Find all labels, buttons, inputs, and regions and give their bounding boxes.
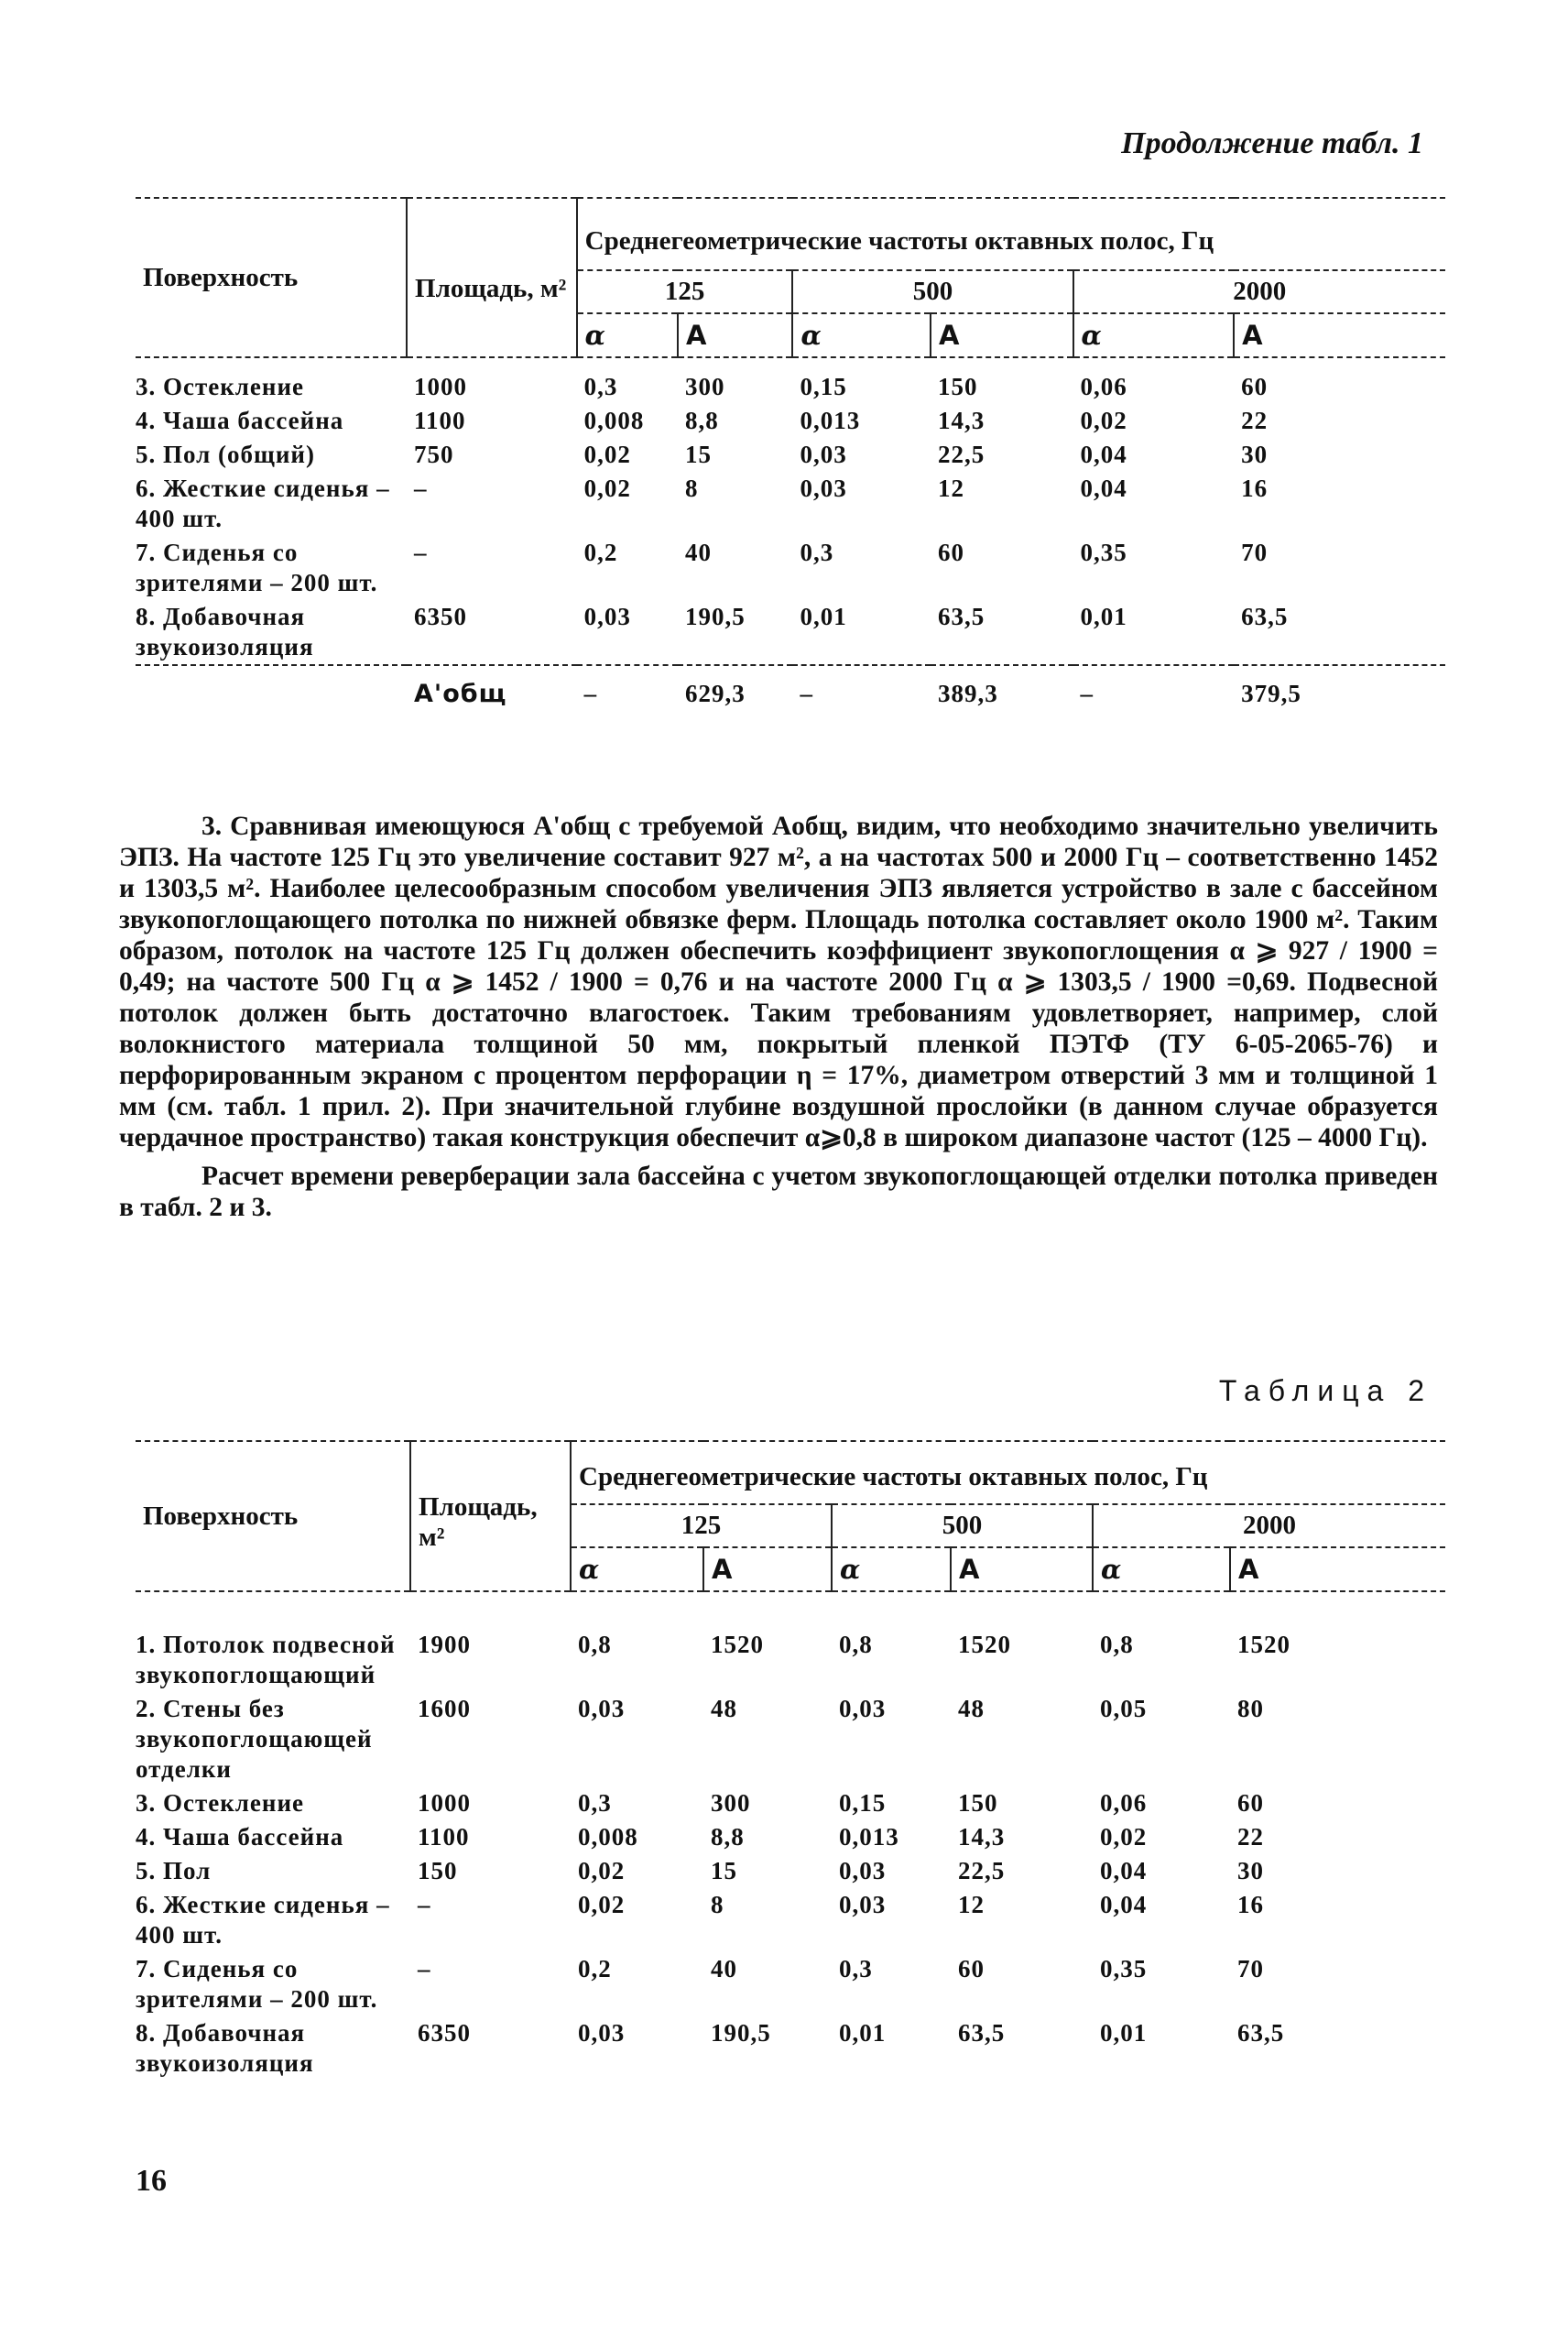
table-2-caption: Таблица 2	[1218, 1374, 1432, 1407]
table-row: 6. Жесткие сиденья – 400 шт. – 0,02 8 0,03 12 0,04 16	[136, 1891, 1264, 1949]
table-1	[136, 197, 1445, 715]
paragraph: Расчет времени реверберации зала бассейна с учетом звукопоглощающей отделки потолка приведен в табл. 2 и 3.	[119, 1162, 1438, 1222]
body-text	[119, 811, 1438, 1223]
header-area: Площадь, м²	[410, 1441, 571, 1591]
table-2	[136, 1440, 1445, 2080]
table-row: 8. Добавочная звукоизоляция 6350 0,03 190,5 0,01 63,5 0,01 63,5	[136, 600, 1445, 665]
table-row: 4. Чаша бассейна 1100 0,008 8,8 0,013 14,3 0,02 22	[136, 1823, 1264, 1851]
continuation-caption: Продолжение табл. 1	[1121, 126, 1423, 160]
header-freq-500: 500	[792, 270, 1073, 313]
header-alpha: α	[1093, 1547, 1230, 1591]
header-freq-125: 125	[577, 270, 793, 313]
table-row: 6. Жесткие сиденья – 400 шт. – 0,02 8 0,03 12 0,04 16	[136, 475, 1269, 532]
page-number: 16	[136, 2164, 167, 2198]
table-row: 3. Остекление 1000 0,3 300 0,15 150 0,06 60	[136, 1789, 1264, 1817]
header-alpha: α	[832, 1547, 951, 1591]
header-freq-2000: 2000	[1093, 1504, 1445, 1547]
header-freq-2000: 2000	[1073, 270, 1445, 313]
header-alpha: α	[792, 313, 931, 357]
header-A: A	[703, 1547, 832, 1591]
table-row: 3. Остекление 1000 0,3 300 0,15 150 0,06 60	[136, 373, 1269, 400]
table-row: 7. Сиденья со зрителями – 200 шт. – 0,2 40 0,3 60 0,35 70	[136, 539, 1269, 596]
table-row: 8. Добавочная звукоизоляция 6350 0,03 190,5 0,01 63,5 0,01 63,5	[136, 2019, 1285, 2077]
header-A: A	[931, 313, 1073, 357]
total-label: A'общ	[414, 680, 507, 708]
header-area: Площадь, м²	[407, 198, 577, 357]
table-row: 5. Пол 150 0,02 15 0,03 22,5 0,04 30	[136, 1857, 1264, 1884]
header-surface: Поверхность	[143, 262, 299, 292]
paragraph: 3. Сравнивая имеющуюся A'общ с требуемой Aобщ, видим, что необходимо значительно увеличить ЭПЗ. На частоте 125 Гц это увеличение составит 927 м², а на частотах 500 и 2000 Гц – соответственно 1452 и 1303,5 м². Наиболее целесообразным способом увеличения ЭПЗ является устройство в зале с бассейном звукопоглощающего потолка по нижней обвязке ферм. Площадь потолка составляет около 1900 м². Таким образом, потолок на частоте 125 Гц должен обеспечить коэффициент звукопоглощения α ⩾ 927 / 1900 = 0,49; на частоте 500 Гц α ⩾ 1452 / 1900 = 0,76 и на частоте 2000 Гц α ⩾ 1303,5 / 1900 =0,69. Подвесной потолок должен быть достаточно влагостоек. Таким требованиям удовлетворяет, например, слой волокнистого материала толщиной 50 мм, покрытый пленкой ПЭТФ (ТУ 6-05-2065-76) и перфорированным экраном с процентом перфорации η = 17%, диаметром отверстий 3 мм и толщиной 1 мм (см. табл. 1 прил. 2). При значительной глубине воздушной прослойки (в данном случае образуется чердачное пространство) такая конструкция обеспечит α⩾0,8 в широком диапазоне частот (125 – 4000 Гц).	[119, 812, 1438, 1152]
header-A: A	[951, 1547, 1093, 1591]
table-row: 5. Пол (общий) 750 0,02 15 0,03 22,5 0,04 30	[136, 441, 1269, 468]
header-A: A	[1234, 313, 1445, 357]
header-freq-125: 125	[571, 1504, 832, 1547]
table-row: 7. Сиденья со зрителями – 200 шт. – 0,2 40 0,3 60 0,35 70	[136, 1955, 1264, 2013]
header-freq-group: Среднегеометрические частоты октавных полос, Гц	[571, 1441, 1445, 1504]
total-row: A'общ – 629,3 – 389,3 – 379,5	[136, 665, 1445, 715]
header-alpha: α	[1073, 313, 1235, 357]
table-row: 1. Потолок подвесной звукопоглощающий 1900 0,8 1520 0,8 1520 0,8 1520	[136, 1631, 1290, 1688]
header-alpha: α	[577, 313, 678, 357]
header-A: A	[678, 313, 792, 357]
header-surface: Поверхность	[143, 1501, 299, 1531]
header-freq-500: 500	[832, 1504, 1093, 1547]
header-freq-group: Среднегеометрические частоты октавных полос, Гц	[577, 198, 1445, 270]
header-alpha: α	[571, 1547, 703, 1591]
table-row: 4. Чаша бассейна 1100 0,008 8,8 0,013 14,3 0,02 22	[136, 407, 1269, 434]
header-A: A	[1230, 1547, 1445, 1591]
table-row: 2. Стены без звукопоглощающей отделки 1600 0,03 48 0,03 48 0,05 80	[136, 1695, 1264, 1783]
